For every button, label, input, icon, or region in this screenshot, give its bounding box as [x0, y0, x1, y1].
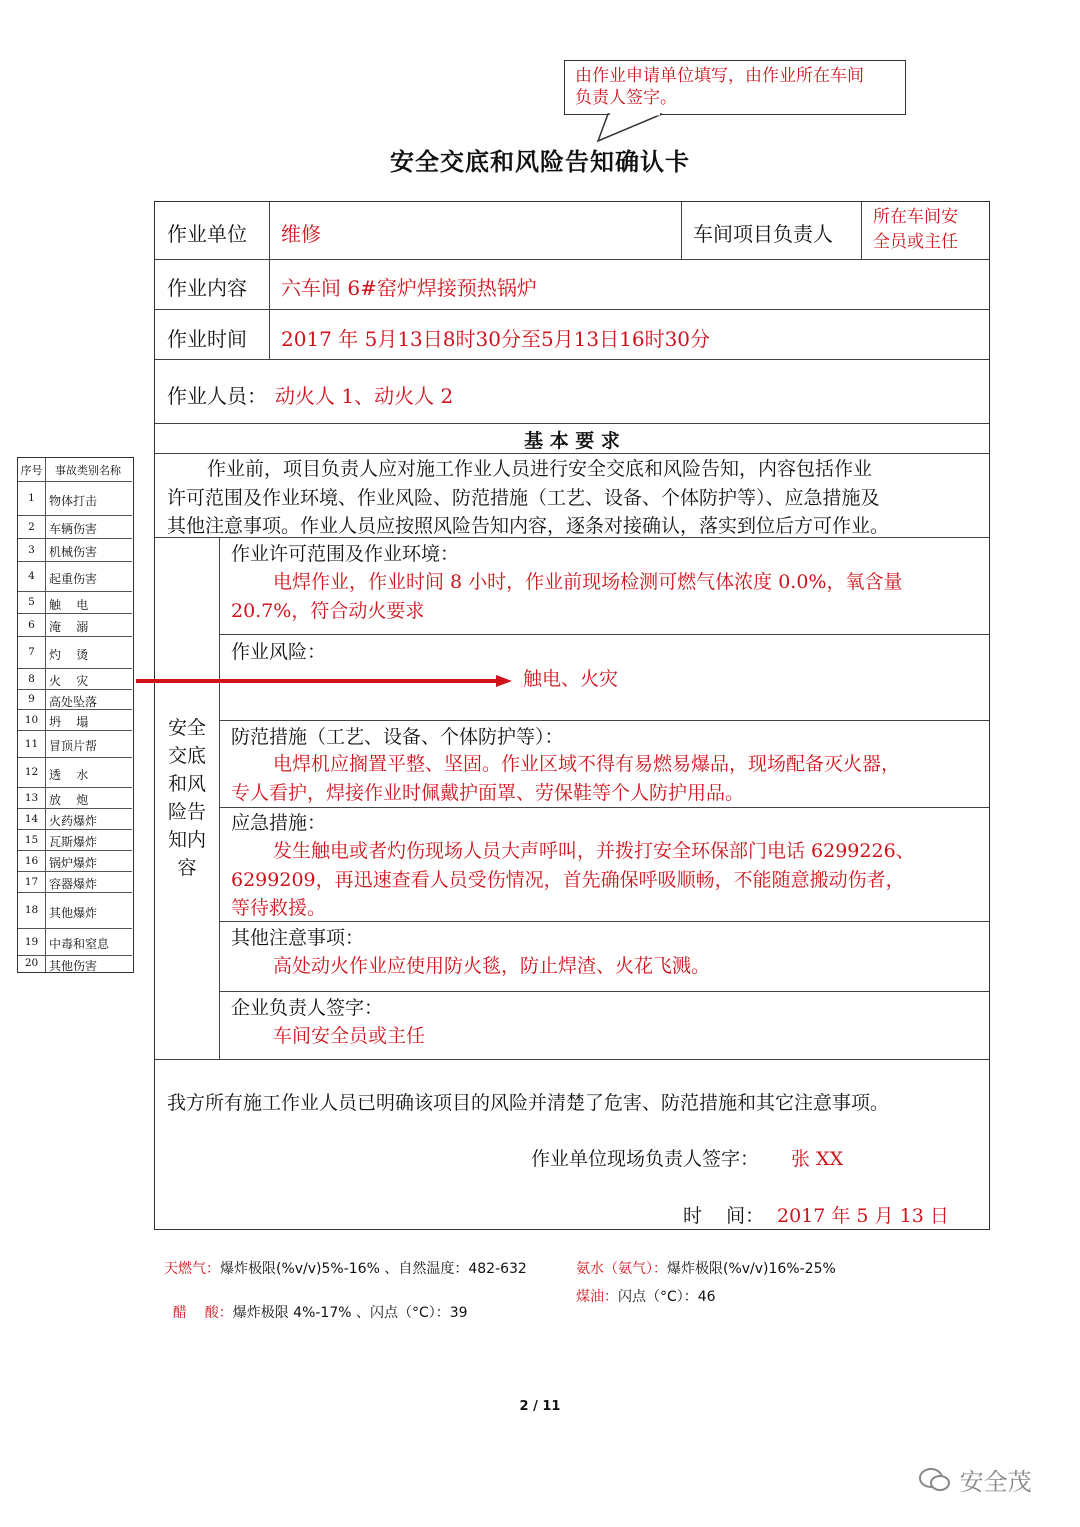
- legend-row-name: 起重伤害: [49, 571, 98, 586]
- legend-row-num: 12: [24, 766, 39, 778]
- project-leader-label: 车间项目负责人: [693, 222, 833, 246]
- legend-row: [18, 515, 132, 538]
- wechat-icon: [918, 1466, 952, 1494]
- document-title: 安全交底和风险告知确认卡: [390, 148, 690, 176]
- legend-row-name: 车辆伤害: [49, 522, 98, 536]
- legend-row-num: 5: [28, 596, 35, 608]
- arrow-right-icon: [134, 672, 514, 690]
- legend-row-num: 15: [24, 833, 39, 846]
- signer-value: 张 XX: [791, 1148, 844, 1170]
- legend-row-name: 火药爆炸: [49, 814, 98, 828]
- disclosure-side-label: 安全 交底 和风 险告 知内 容: [167, 717, 206, 879]
- callout-tail-icon: [590, 113, 670, 143]
- legend-row: [18, 668, 132, 689]
- legend-row: [18, 481, 132, 515]
- legend-row-num: 14: [24, 812, 39, 825]
- legend-row-num: 9: [28, 693, 35, 705]
- legend-row-num: 18: [24, 904, 39, 916]
- legend-row: [18, 955, 132, 971]
- legend-row-num: 1: [28, 492, 35, 504]
- time-label: 作业时间: [167, 327, 247, 351]
- confirmation-statement: 我方所有施工作业人员已明确该项目的风险并清楚了危害、防范措施和其它注意事项。: [167, 1092, 890, 1114]
- legend-row-num: 11: [24, 737, 39, 750]
- legend-row: [18, 871, 132, 892]
- footnote-ammonia: 氨水（氨气）：爆炸极限(%v/v)16%-25%: [576, 1261, 836, 1277]
- measures-label: 防范措施（工艺、设备、个体防护等）：: [231, 726, 564, 748]
- legend-row-name: 物体打击: [49, 493, 98, 508]
- legend-row-name: 其他爆炸: [49, 905, 98, 920]
- legend-row-num: 6: [28, 618, 35, 631]
- risk-label: 作业风险：: [231, 641, 327, 663]
- legend-row: [18, 561, 132, 591]
- legend-col-name: 事故类别名称: [55, 464, 121, 477]
- scope-value: 电焊作业，作业时间 8 小时，作业前现场检测可燃气体浓度 0.0%，氧含量 20.7%，符合动火要求: [231, 571, 903, 622]
- enterprise-sign-label: 企业负责人签字：: [231, 997, 384, 1019]
- measures-value: 电焊机应搁置平整、坚固。作业区域不得有易燃易爆品，现场配备灭火器， 专人看护，焊接作业时佩戴护面罩、劳保鞋等个人防护用品。: [231, 753, 901, 804]
- legend-row: [18, 730, 132, 757]
- legend-row-name: 中毒和窒息: [49, 937, 110, 951]
- page-number: 2 / 11: [519, 1399, 561, 1414]
- footnote-kerosene: 煤油：闪点（°C）：46: [576, 1289, 716, 1305]
- legend-row-num: 10: [24, 713, 39, 726]
- other-notes-label: 其他注意事项：: [231, 927, 365, 949]
- unit-label: 作业单位: [167, 222, 247, 246]
- legend-row-name: 淹 溺: [49, 620, 89, 634]
- watermark: 安全茂: [918, 1462, 1032, 1497]
- legend-row: [18, 928, 132, 955]
- legend-row-name: 高处坠落: [49, 694, 98, 709]
- legend-row-num: 19: [24, 935, 39, 948]
- requirements-paragraph: 作业前，项目负责人应对施工作业人员进行安全交底和风险告知，内容包括作业 许可范围及作业环境、作业风险、防范措施（工艺、设备、个体防护等）、应急措施及 其他注意事项。作业人员应按照风险告知内容，逐条对接确认，落实到位后方可作业。: [167, 458, 890, 537]
- legend-row-name: 透 水: [49, 767, 89, 782]
- risk-value: 触电、火灾: [523, 668, 619, 690]
- legend-row: [18, 636, 132, 668]
- content-label: 作业内容: [167, 276, 247, 300]
- sign-time-label: 时 间：: [683, 1205, 765, 1227]
- content-value: 六车间 6#窑炉焊接预热锅炉: [281, 276, 537, 300]
- legend-row-name: 容器爆炸: [49, 877, 98, 891]
- legend-row-name: 瓦斯爆炸: [49, 835, 98, 849]
- emergency-label: 应急措施：: [231, 812, 327, 834]
- legend-row: [18, 709, 132, 730]
- legend-row: [18, 850, 132, 871]
- emergency-value: 发生触电或者灼伤现场人员大声呼叫，并拨打安全环保部门电话 6299226、 6299209，再迅速查看人员受伤情况，首先确保呼吸顺畅，不能随意搬动伤者， 等待救援。: [231, 840, 915, 919]
- legend-row-name: 机械伤害: [49, 545, 98, 559]
- legend-row-num: 20: [24, 957, 39, 969]
- legend-row: [18, 613, 132, 636]
- callout-text-line2: 负责人签字。: [575, 88, 677, 108]
- legend-row-name: 冒顶片帮: [49, 739, 98, 753]
- accident-category-table: [17, 457, 134, 973]
- legend-row-num: 8: [28, 672, 35, 685]
- legend-col-num: 序号: [20, 464, 43, 477]
- legend-header-row: [18, 458, 132, 481]
- workers-label: 作业人员：: [167, 384, 267, 408]
- unit-value: 维修: [281, 222, 321, 246]
- project-leader-value: 所在车间安 全员或主任: [873, 207, 958, 252]
- legend-row: [18, 829, 132, 850]
- legend-row-num: 16: [24, 854, 39, 867]
- requirements-heading: 基 本 要 求: [524, 430, 620, 452]
- legend-row: [18, 808, 132, 829]
- legend-row-num: 3: [28, 543, 35, 556]
- footnote-natural-gas: 天燃气：爆炸极限(%v/v)5%-16% 、自然温度：482-632: [164, 1261, 527, 1277]
- workers-value: 动火人 1、动火人 2: [275, 384, 454, 408]
- sign-time-value: 2017 年 5 月 13 日: [777, 1205, 949, 1227]
- confirmation-card: [154, 201, 990, 1230]
- scope-label: 作业许可范围及作业环境：: [231, 543, 460, 565]
- time-value: 2017 年 5月13日8时30分至5月13日16时30分: [281, 327, 711, 351]
- legend-row-name: 其他伤害: [49, 958, 98, 973]
- legend-row: [18, 538, 132, 561]
- legend-row-num: 13: [24, 791, 39, 804]
- legend-row-num: 7: [28, 646, 35, 658]
- legend-row-name: 灼 烫: [49, 647, 89, 662]
- callout-text-line1: 由作业申请单位填写，由作业所在车间: [575, 66, 864, 86]
- signer-label: 作业单位现场负责人签字：: [531, 1148, 760, 1170]
- legend-row: [18, 892, 132, 928]
- legend-row-name: 锅炉爆炸: [49, 856, 98, 870]
- legend-row: [18, 591, 132, 613]
- legend-row-num: 2: [28, 520, 35, 533]
- other-notes-value: 高处动火作业应使用防火毯，防止焊渣、火花飞溅。: [273, 955, 711, 977]
- legend-row-name: 火 灾: [49, 674, 89, 688]
- legend-row: [18, 787, 132, 808]
- legend-row-name: 放 炮: [49, 793, 89, 807]
- legend-row: [18, 689, 132, 709]
- enterprise-sign-value: 车间安全员或主任: [273, 1025, 426, 1047]
- legend-row: [18, 757, 132, 787]
- legend-row-num: 17: [24, 875, 39, 888]
- instruction-callout: [564, 60, 906, 115]
- legend-row-num: 4: [28, 570, 35, 582]
- legend-row-name: 触 电: [49, 597, 89, 612]
- legend-row-name: 坍 塌: [49, 715, 89, 729]
- footnote-acetic-acid: 醋 酸：爆炸极限 4%-17% 、闪点（°C）：39: [172, 1305, 468, 1321]
